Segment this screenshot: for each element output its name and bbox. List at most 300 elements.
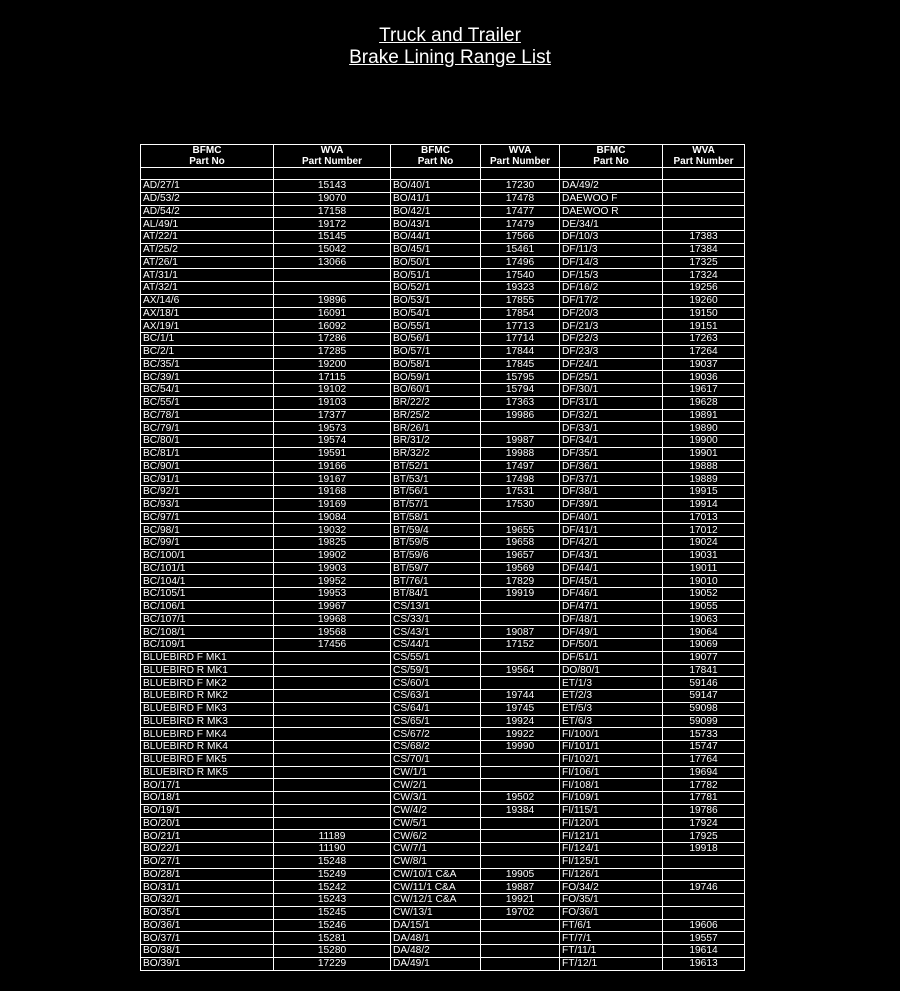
bfmc-part-no-cell: BO/28/1	[141, 868, 274, 881]
bfmc-part-no-cell: BO/59/1	[391, 371, 481, 384]
wva-part-number-cell: 17286	[274, 333, 391, 346]
bfmc-part-no-cell: DF/49/1	[560, 626, 663, 639]
wva-part-number-cell: 17764	[663, 753, 745, 766]
wva-part-number-cell: 59099	[663, 715, 745, 728]
bfmc-part-no-cell: AT/26/1	[141, 256, 274, 269]
table-row	[141, 486, 745, 499]
table-row	[141, 728, 745, 741]
wva-part-number-cell: 19037	[663, 358, 745, 371]
bfmc-part-no-cell: DA/48/2	[391, 945, 481, 958]
table-row	[141, 511, 745, 524]
wva-part-number-cell: 19918	[663, 843, 745, 856]
table-row	[141, 549, 745, 562]
wva-part-number-cell: 17325	[663, 256, 745, 269]
bfmc-part-no-cell: BO/51/1	[391, 269, 481, 282]
bfmc-part-no-cell: CS/70/1	[391, 753, 481, 766]
table-row	[141, 320, 745, 333]
wva-part-number-cell: 19172	[274, 218, 391, 231]
wva-part-number-cell: 19032	[274, 524, 391, 537]
col-header-part-no: Part No	[391, 156, 481, 168]
bfmc-part-no-cell: BC/109/1	[141, 639, 274, 652]
wva-part-number-cell	[274, 792, 391, 805]
bfmc-part-no-cell: DF/45/1	[560, 575, 663, 588]
table-row	[141, 524, 745, 537]
bfmc-part-no-cell: DF/43/1	[560, 549, 663, 562]
bfmc-part-no-cell: BC/91/1	[141, 473, 274, 486]
wva-part-number-cell: 17841	[663, 664, 745, 677]
wva-part-number-cell: 19151	[663, 320, 745, 333]
table-row	[141, 498, 745, 511]
table-row	[141, 409, 745, 422]
bfmc-part-no-cell: FT/11/1	[560, 945, 663, 958]
table-row	[141, 422, 745, 435]
bfmc-part-no-cell: AL/49/1	[141, 218, 274, 231]
wva-part-number-cell: 17230	[481, 180, 560, 193]
table-row	[141, 932, 745, 945]
wva-part-number-cell: 17844	[481, 345, 560, 358]
wva-part-number-cell: 15281	[274, 932, 391, 945]
bfmc-part-no-cell: BO/21/1	[141, 830, 274, 843]
wva-part-number-cell: 19574	[274, 435, 391, 448]
wva-part-number-cell: 17496	[481, 256, 560, 269]
wva-part-number-cell: 19900	[663, 435, 745, 448]
wva-part-number-cell	[481, 945, 560, 958]
wva-part-number-cell	[481, 843, 560, 856]
bfmc-part-no-cell: DF/51/1	[560, 651, 663, 664]
wva-part-number-cell: 15747	[663, 741, 745, 754]
wva-part-number-cell: 17324	[663, 269, 745, 282]
wva-part-number-cell: 11189	[274, 830, 391, 843]
bfmc-part-no-cell: BC/101/1	[141, 562, 274, 575]
wva-part-number-cell: 19902	[274, 549, 391, 562]
wva-part-number-cell: 17115	[274, 371, 391, 384]
wva-part-number-cell: 19103	[274, 396, 391, 409]
wva-part-number-cell: 19055	[663, 600, 745, 613]
bfmc-part-no-cell: CS/44/1	[391, 639, 481, 652]
bfmc-part-no-cell: BC/93/1	[141, 498, 274, 511]
col-header-part-number: Part Number	[663, 156, 745, 168]
table-row	[141, 957, 745, 970]
wva-part-number-cell: 15733	[663, 728, 745, 741]
bfmc-part-no-cell: FT/7/1	[560, 932, 663, 945]
bfmc-part-no-cell: BLUEBIRD F MK2	[141, 677, 274, 690]
table-row	[141, 830, 745, 843]
wva-part-number-cell: 59147	[663, 690, 745, 703]
wva-part-number-cell: 19988	[481, 447, 560, 460]
wva-part-number-cell: 19036	[663, 371, 745, 384]
bfmc-part-no-cell: BR/26/1	[391, 422, 481, 435]
bfmc-part-no-cell: CW/8/1	[391, 855, 481, 868]
table-row	[141, 639, 745, 652]
table-row	[141, 460, 745, 473]
bfmc-part-no-cell: DF/25/1	[560, 371, 663, 384]
wva-part-number-cell: 16092	[274, 320, 391, 333]
bfmc-part-no-cell: BC/92/1	[141, 486, 274, 499]
col-header-part-number: Part Number	[274, 156, 391, 168]
table-row	[141, 868, 745, 881]
wva-part-number-cell: 17285	[274, 345, 391, 358]
bfmc-part-no-cell: BC/78/1	[141, 409, 274, 422]
bfmc-part-no-cell: BT/56/1	[391, 486, 481, 499]
wva-part-number-cell: 19986	[481, 409, 560, 422]
wva-part-number-cell	[274, 817, 391, 830]
bfmc-part-no-cell: DF/47/1	[560, 600, 663, 613]
wva-part-number-cell: 17383	[663, 231, 745, 244]
bfmc-part-no-cell: FI/124/1	[560, 843, 663, 856]
wva-part-number-cell	[274, 766, 391, 779]
wva-part-number-cell: 17013	[663, 511, 745, 524]
bfmc-part-no-cell: BO/60/1	[391, 384, 481, 397]
wva-part-number-cell	[481, 511, 560, 524]
bfmc-part-no-cell: BO/43/1	[391, 218, 481, 231]
bfmc-part-no-cell: BC/108/1	[141, 626, 274, 639]
wva-part-number-cell	[274, 651, 391, 664]
wva-part-number-cell: 15145	[274, 231, 391, 244]
wva-part-number-cell: 17497	[481, 460, 560, 473]
document-title-line1: Truck and Trailer	[379, 25, 521, 46]
bfmc-part-no-cell: AT/31/1	[141, 269, 274, 282]
col-header-wva: WVA	[663, 145, 745, 157]
wva-part-number-cell: 19905	[481, 868, 560, 881]
table-row	[141, 256, 745, 269]
wva-part-number-cell: 17782	[663, 779, 745, 792]
bfmc-part-no-cell: BC/90/1	[141, 460, 274, 473]
table-row	[141, 473, 745, 486]
table-row	[141, 804, 745, 817]
wva-part-number-cell: 19919	[481, 588, 560, 601]
bfmc-part-no-cell: DF/15/3	[560, 269, 663, 282]
wva-part-number-cell: 15245	[274, 906, 391, 919]
wva-part-number-cell: 19069	[663, 639, 745, 652]
table-row	[141, 192, 745, 205]
wva-part-number-cell: 19657	[481, 549, 560, 562]
wva-part-number-cell: 19655	[481, 524, 560, 537]
bfmc-part-no-cell: DF/42/1	[560, 537, 663, 550]
wva-part-number-cell: 17363	[481, 396, 560, 409]
bfmc-part-no-cell: FI/120/1	[560, 817, 663, 830]
wva-part-number-cell	[663, 855, 745, 868]
wva-part-number-cell: 19102	[274, 384, 391, 397]
bfmc-part-no-cell: FI/121/1	[560, 830, 663, 843]
bfmc-part-no-cell: BO/39/1	[141, 957, 274, 970]
wva-part-number-cell: 19914	[663, 498, 745, 511]
bfmc-part-no-cell: BLUEBIRD R MK4	[141, 741, 274, 754]
bfmc-part-no-cell: CW/4/2	[391, 804, 481, 817]
bfmc-part-no-cell: BR/22/2	[391, 396, 481, 409]
wva-part-number-cell	[274, 282, 391, 295]
wva-part-number-cell: 19922	[481, 728, 560, 741]
bfmc-part-no-cell: CS/68/2	[391, 741, 481, 754]
bfmc-part-no-cell: CW/12/1 C&A	[391, 894, 481, 907]
bfmc-part-no-cell: CS/13/1	[391, 600, 481, 613]
wva-part-number-cell: 15242	[274, 881, 391, 894]
wva-part-number-cell: 13066	[274, 256, 391, 269]
bfmc-part-no-cell: BT/59/4	[391, 524, 481, 537]
bfmc-part-no-cell: CW/10/1 C&A	[391, 868, 481, 881]
bfmc-part-no-cell: DA/49/2	[560, 180, 663, 193]
table-row	[141, 664, 745, 677]
bfmc-part-no-cell: DF/21/3	[560, 320, 663, 333]
bfmc-part-no-cell: FO/36/1	[560, 906, 663, 919]
wva-part-number-cell: 19150	[663, 307, 745, 320]
wva-part-number-cell: 19744	[481, 690, 560, 703]
bfmc-part-no-cell: BC/99/1	[141, 537, 274, 550]
wva-part-number-cell	[274, 741, 391, 754]
wva-part-number-cell: 19786	[663, 804, 745, 817]
wva-part-number-cell: 19888	[663, 460, 745, 473]
bfmc-part-no-cell: BT/76/1	[391, 575, 481, 588]
table-row	[141, 435, 745, 448]
wva-part-number-cell: 15280	[274, 945, 391, 958]
wva-part-number-cell: 19694	[663, 766, 745, 779]
table-row	[141, 906, 745, 919]
bfmc-part-no-cell: BLUEBIRD F MK1	[141, 651, 274, 664]
bfmc-part-no-cell: DF/23/3	[560, 345, 663, 358]
bfmc-part-no-cell: DF/16/2	[560, 282, 663, 295]
wva-part-number-cell	[481, 919, 560, 932]
wva-part-number-cell: 19591	[274, 447, 391, 460]
bfmc-part-no-cell: BO/53/1	[391, 294, 481, 307]
bfmc-part-no-cell: DF/14/3	[560, 256, 663, 269]
wva-part-number-cell: 19087	[481, 626, 560, 639]
wva-part-number-cell	[481, 651, 560, 664]
bfmc-part-no-cell: CS/59/1	[391, 664, 481, 677]
bfmc-part-no-cell: BC/80/1	[141, 435, 274, 448]
wva-part-number-cell: 19502	[481, 792, 560, 805]
bfmc-part-no-cell: DF/41/1	[560, 524, 663, 537]
bfmc-part-no-cell: BLUEBIRD R MK3	[141, 715, 274, 728]
wva-part-number-cell	[274, 753, 391, 766]
bfmc-part-no-cell: FO/34/2	[560, 881, 663, 894]
bfmc-part-no-cell: BR/32/2	[391, 447, 481, 460]
bfmc-part-no-cell: BO/32/1	[141, 894, 274, 907]
bfmc-part-no-cell: BC/104/1	[141, 575, 274, 588]
wva-part-number-cell: 19617	[663, 384, 745, 397]
table-row	[141, 715, 745, 728]
bfmc-part-no-cell: DF/31/1	[560, 396, 663, 409]
table-row	[141, 792, 745, 805]
wva-part-number-cell	[481, 830, 560, 843]
table-row	[141, 307, 745, 320]
bfmc-part-no-cell: AX/14/6	[141, 294, 274, 307]
document-title-line2: Brake Lining Range List	[349, 47, 551, 68]
bfmc-part-no-cell: BO/40/1	[391, 180, 481, 193]
wva-part-number-cell: 19166	[274, 460, 391, 473]
wva-part-number-cell: 19569	[481, 562, 560, 575]
bfmc-part-no-cell: BO/41/1	[391, 192, 481, 205]
wva-part-number-cell	[481, 422, 560, 435]
bfmc-part-no-cell: DA/15/1	[391, 919, 481, 932]
bfmc-part-no-cell: DF/46/1	[560, 588, 663, 601]
wva-part-number-cell: 17714	[481, 333, 560, 346]
wva-part-number-cell: 19070	[274, 192, 391, 205]
wva-part-number-cell: 19890	[663, 422, 745, 435]
wva-part-number-cell: 15042	[274, 243, 391, 256]
wva-part-number-cell: 15248	[274, 855, 391, 868]
bfmc-part-no-cell: FI/126/1	[560, 868, 663, 881]
bfmc-part-no-cell: BO/17/1	[141, 779, 274, 792]
bfmc-part-no-cell: BO/44/1	[391, 231, 481, 244]
bfmc-part-no-cell: CW/5/1	[391, 817, 481, 830]
wva-part-number-cell: 19987	[481, 435, 560, 448]
wva-part-number-cell: 17566	[481, 231, 560, 244]
wva-part-number-cell: 19077	[663, 651, 745, 664]
wva-part-number-cell: 19024	[663, 537, 745, 550]
wva-part-number-cell: 19169	[274, 498, 391, 511]
bfmc-part-no-cell: ET/5/3	[560, 702, 663, 715]
bfmc-part-no-cell: AD/54/2	[141, 205, 274, 218]
bfmc-part-no-cell: FO/35/1	[560, 894, 663, 907]
wva-part-number-cell: 17477	[481, 205, 560, 218]
table-row	[141, 855, 745, 868]
bfmc-part-no-cell: BO/27/1	[141, 855, 274, 868]
wva-part-number-cell: 19658	[481, 537, 560, 550]
wva-part-number-cell: 17456	[274, 639, 391, 652]
bfmc-part-no-cell: BT/59/6	[391, 549, 481, 562]
wva-part-number-cell: 15243	[274, 894, 391, 907]
bfmc-part-no-cell: CS/63/1	[391, 690, 481, 703]
wva-part-number-cell: 19702	[481, 906, 560, 919]
table-row	[141, 218, 745, 231]
wva-part-number-cell	[274, 702, 391, 715]
wva-part-number-cell	[663, 906, 745, 919]
bfmc-part-no-cell: FI/109/1	[560, 792, 663, 805]
table-row	[141, 396, 745, 409]
wva-part-number-cell: 19606	[663, 919, 745, 932]
bfmc-part-no-cell: DF/44/1	[560, 562, 663, 575]
table-row	[141, 945, 745, 958]
bfmc-part-no-cell: BC/97/1	[141, 511, 274, 524]
wva-part-number-cell: 19990	[481, 741, 560, 754]
bfmc-part-no-cell: BR/31/2	[391, 435, 481, 448]
header-row-2	[141, 156, 745, 168]
table-row	[141, 282, 745, 295]
bfmc-part-no-cell: BO/20/1	[141, 817, 274, 830]
wva-part-number-cell: 17829	[481, 575, 560, 588]
bfmc-part-no-cell: ET/1/3	[560, 677, 663, 690]
table-row	[141, 345, 745, 358]
wva-part-number-cell: 19010	[663, 575, 745, 588]
wva-part-number-cell: 19384	[481, 804, 560, 817]
bfmc-part-no-cell: BO/31/1	[141, 881, 274, 894]
table-row	[141, 588, 745, 601]
bfmc-part-no-cell: BLUEBIRD R MK5	[141, 766, 274, 779]
table-row	[141, 690, 745, 703]
table-row	[141, 651, 745, 664]
bfmc-part-no-cell: BLUEBIRD R MK1	[141, 664, 274, 677]
bfmc-part-no-cell: BR/25/2	[391, 409, 481, 422]
bfmc-part-no-cell: DF/33/1	[560, 422, 663, 435]
bfmc-part-no-cell: BO/55/1	[391, 320, 481, 333]
bfmc-part-no-cell: FI/100/1	[560, 728, 663, 741]
wva-part-number-cell: 19903	[274, 562, 391, 575]
bfmc-part-no-cell: ET/6/3	[560, 715, 663, 728]
bfmc-part-no-cell: FI/115/1	[560, 804, 663, 817]
table-row	[141, 269, 745, 282]
bfmc-part-no-cell: BLUEBIRD F MK4	[141, 728, 274, 741]
bfmc-part-no-cell: BO/38/1	[141, 945, 274, 958]
wva-part-number-cell	[663, 192, 745, 205]
wva-part-number-cell: 15249	[274, 868, 391, 881]
wva-part-number-cell: 17498	[481, 473, 560, 486]
wva-part-number-cell: 19168	[274, 486, 391, 499]
wva-part-number-cell	[274, 664, 391, 677]
wva-part-number-cell	[663, 218, 745, 231]
bfmc-part-no-cell: DA/49/1	[391, 957, 481, 970]
bfmc-part-no-cell: DF/50/1	[560, 639, 663, 652]
wva-part-number-cell	[663, 894, 745, 907]
bfmc-part-no-cell: BC/1/1	[141, 333, 274, 346]
bfmc-part-no-cell: FI/108/1	[560, 779, 663, 792]
table-row	[141, 702, 745, 715]
bfmc-part-no-cell: DF/30/1	[560, 384, 663, 397]
col-header-bfmc: BFMC	[560, 145, 663, 157]
table-row	[141, 753, 745, 766]
table-row	[141, 817, 745, 830]
bfmc-part-no-cell: BO/37/1	[141, 932, 274, 945]
bfmc-part-no-cell: DAEWOO F	[560, 192, 663, 205]
wva-part-number-cell: 19084	[274, 511, 391, 524]
wva-part-number-cell: 19745	[481, 702, 560, 715]
bfmc-part-no-cell: CS/43/1	[391, 626, 481, 639]
bfmc-part-no-cell: CW/1/1	[391, 766, 481, 779]
bfmc-part-no-cell: BO/56/1	[391, 333, 481, 346]
bfmc-part-no-cell: BT/57/1	[391, 498, 481, 511]
bfmc-part-no-cell: CS/60/1	[391, 677, 481, 690]
bfmc-part-no-cell: BC/100/1	[141, 549, 274, 562]
bfmc-part-no-cell: BO/58/1	[391, 358, 481, 371]
table-row	[141, 779, 745, 792]
bfmc-part-no-cell: DF/32/1	[560, 409, 663, 422]
table-row	[141, 562, 745, 575]
table-row	[141, 741, 745, 754]
wva-part-number-cell: 11190	[274, 843, 391, 856]
col-header-part-number: Part Number	[481, 156, 560, 168]
bfmc-part-no-cell: BC/106/1	[141, 600, 274, 613]
table-row	[141, 894, 745, 907]
wva-part-number-cell: 17158	[274, 205, 391, 218]
table-row	[141, 600, 745, 613]
wva-part-number-cell	[274, 728, 391, 741]
wva-part-number-cell: 17263	[663, 333, 745, 346]
col-header-part-no: Part No	[560, 156, 663, 168]
bfmc-part-no-cell: BT/58/1	[391, 511, 481, 524]
wva-part-number-cell: 17478	[481, 192, 560, 205]
wva-part-number-cell: 19167	[274, 473, 391, 486]
wva-part-number-cell: 17229	[274, 957, 391, 970]
wva-part-number-cell: 19924	[481, 715, 560, 728]
wva-part-number-cell: 17713	[481, 320, 560, 333]
wva-part-number-cell: 19896	[274, 294, 391, 307]
bfmc-part-no-cell: CS/67/2	[391, 728, 481, 741]
table-row	[141, 537, 745, 550]
table-row	[141, 205, 745, 218]
wva-part-number-cell: 17530	[481, 498, 560, 511]
bfmc-part-no-cell: BC/107/1	[141, 613, 274, 626]
wva-part-number-cell: 19887	[481, 881, 560, 894]
bfmc-part-no-cell: DAEWOO R	[560, 205, 663, 218]
table-row	[141, 243, 745, 256]
bfmc-part-no-cell: AT/32/1	[141, 282, 274, 295]
bfmc-part-no-cell: BT/84/1	[391, 588, 481, 601]
wva-part-number-cell	[274, 690, 391, 703]
bfmc-part-no-cell: DF/11/3	[560, 243, 663, 256]
wva-part-number-cell: 17531	[481, 486, 560, 499]
wva-part-number-cell	[481, 677, 560, 690]
wva-part-number-cell	[663, 868, 745, 881]
wva-part-number-cell: 19256	[663, 282, 745, 295]
bfmc-part-no-cell: BO/35/1	[141, 906, 274, 919]
